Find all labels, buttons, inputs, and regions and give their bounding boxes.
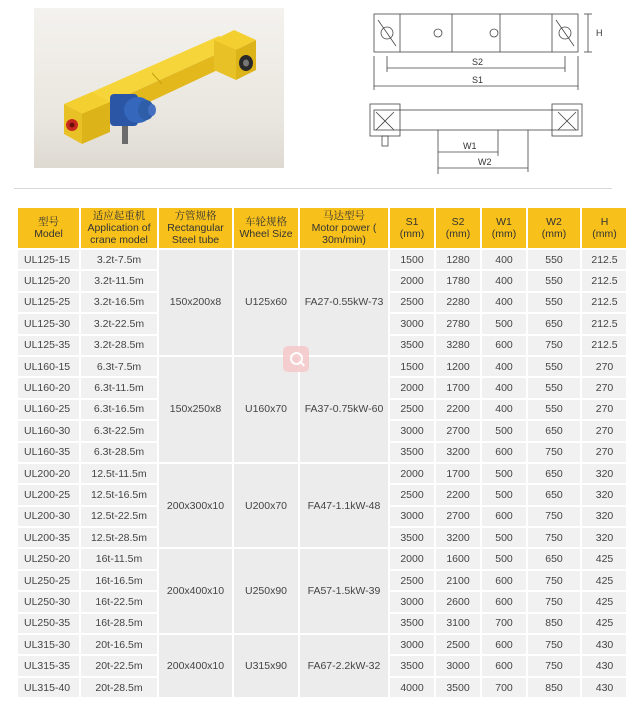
h-cell: 430 xyxy=(582,635,626,654)
model-cell: UL125-20 xyxy=(18,271,79,290)
model-cell: UL125-30 xyxy=(18,314,79,333)
model-cell: UL160-30 xyxy=(18,421,79,440)
s1-cell: 3500 xyxy=(390,528,434,547)
h-cell: 425 xyxy=(582,614,626,633)
h-cell: 270 xyxy=(582,378,626,397)
w1-cell: 400 xyxy=(482,293,526,312)
w1-cell: 700 xyxy=(482,678,526,697)
s2-cell: 2600 xyxy=(436,592,480,611)
header-s1: S1 (mm) xyxy=(390,208,434,248)
w2-cell: 550 xyxy=(528,271,580,290)
table-row xyxy=(18,464,626,483)
w2-cell: 750 xyxy=(528,336,580,355)
h-cell: 430 xyxy=(582,678,626,697)
w2-cell: 550 xyxy=(528,378,580,397)
w2-cell: 750 xyxy=(528,592,580,611)
s2-cell: 2200 xyxy=(436,485,480,504)
h-cell: 212.5 xyxy=(582,250,626,269)
s2-cell: 3500 xyxy=(436,678,480,697)
s1-cell: 2000 xyxy=(390,378,434,397)
s2-cell: 2500 xyxy=(436,635,480,654)
h-cell: 425 xyxy=(582,592,626,611)
application-cell: 6.3t-11.5m xyxy=(81,378,157,397)
divider xyxy=(14,188,612,189)
dim-label-h: H xyxy=(596,28,603,38)
s1-cell: 2500 xyxy=(390,571,434,590)
h-cell: 425 xyxy=(582,549,626,568)
s1-cell: 3500 xyxy=(390,656,434,675)
s1-cell: 4000 xyxy=(390,678,434,697)
application-cell: 3.2t-7.5m xyxy=(81,250,157,269)
w1-cell: 400 xyxy=(482,271,526,290)
s2-cell: 2700 xyxy=(436,421,480,440)
s2-cell: 2100 xyxy=(436,571,480,590)
application-cell: 6.3t-7.5m xyxy=(81,357,157,376)
table-row xyxy=(18,357,626,376)
table-header-row xyxy=(18,208,626,248)
model-cell: UL200-35 xyxy=(18,528,79,547)
w1-cell: 700 xyxy=(482,614,526,633)
model-cell: UL125-25 xyxy=(18,293,79,312)
w1-cell: 600 xyxy=(482,507,526,526)
s1-cell: 3500 xyxy=(390,336,434,355)
model-cell: UL250-20 xyxy=(18,549,79,568)
model-cell: UL160-15 xyxy=(18,357,79,376)
header-model: 型号 Model xyxy=(18,208,79,248)
w2-cell: 650 xyxy=(528,314,580,333)
wheel-cell: U315x90 xyxy=(234,635,298,697)
table-body xyxy=(18,250,626,697)
s1-cell: 2500 xyxy=(390,485,434,504)
w2-cell: 550 xyxy=(528,250,580,269)
h-cell: 320 xyxy=(582,464,626,483)
model-cell: UL315-40 xyxy=(18,678,79,697)
s2-cell: 1280 xyxy=(436,250,480,269)
s2-cell: 2200 xyxy=(436,400,480,419)
header-motor: 马达型号 Motor power ( 30m/min) xyxy=(300,208,388,248)
header-tube: 方管规格 Rectangular Steel tube xyxy=(159,208,232,248)
table-row xyxy=(18,549,626,568)
h-cell: 425 xyxy=(582,571,626,590)
s1-cell: 2500 xyxy=(390,400,434,419)
model-cell: UL160-35 xyxy=(18,443,79,462)
application-cell: 3.2t-28.5m xyxy=(81,336,157,355)
model-cell: UL250-35 xyxy=(18,614,79,633)
h-cell: 430 xyxy=(582,656,626,675)
s2-cell: 3100 xyxy=(436,614,480,633)
wheel-cell: U250x90 xyxy=(234,549,298,633)
model-cell: UL160-25 xyxy=(18,400,79,419)
dim-label-s1: S1 xyxy=(472,75,484,85)
motor-cell: FA57-1.5kW-39 xyxy=(300,549,388,633)
wheel-cell: U160x70 xyxy=(234,357,298,462)
model-cell: UL125-35 xyxy=(18,336,79,355)
technical-drawing xyxy=(352,6,614,174)
h-cell: 212.5 xyxy=(582,271,626,290)
h-cell: 320 xyxy=(582,507,626,526)
s1-cell: 3000 xyxy=(390,314,434,333)
s1-cell: 3500 xyxy=(390,443,434,462)
w2-cell: 750 xyxy=(528,443,580,462)
s2-cell: 2700 xyxy=(436,507,480,526)
application-cell: 6.3t-22.5m xyxy=(81,421,157,440)
product-photo xyxy=(34,8,284,168)
tube-cell: 200x400x10 xyxy=(159,635,232,697)
application-cell: 3.2t-11.5m xyxy=(81,271,157,290)
s1-cell: 3500 xyxy=(390,614,434,633)
h-cell: 320 xyxy=(582,528,626,547)
tube-cell: 200x300x10 xyxy=(159,464,232,548)
application-cell: 12.5t-22.5m xyxy=(81,507,157,526)
w1-cell: 600 xyxy=(482,656,526,675)
spec-table xyxy=(16,206,626,699)
s2-cell: 2280 xyxy=(436,293,480,312)
application-cell: 12.5t-28.5m xyxy=(81,528,157,547)
w1-cell: 500 xyxy=(482,421,526,440)
w2-cell: 550 xyxy=(528,357,580,376)
h-cell: 212.5 xyxy=(582,336,626,355)
h-cell: 212.5 xyxy=(582,314,626,333)
search-watermark-icon xyxy=(283,346,309,372)
model-cell: UL200-30 xyxy=(18,507,79,526)
s1-cell: 3000 xyxy=(390,421,434,440)
model-cell: UL125-15 xyxy=(18,250,79,269)
table-row xyxy=(18,250,626,269)
application-cell: 6.3t-16.5m xyxy=(81,400,157,419)
wheel-cell: U200x70 xyxy=(234,464,298,548)
motor-cell: FA37-0.75kW-60 xyxy=(300,357,388,462)
w1-cell: 600 xyxy=(482,443,526,462)
s1-cell: 3000 xyxy=(390,507,434,526)
application-cell: 20t-16.5m xyxy=(81,635,157,654)
h-cell: 270 xyxy=(582,357,626,376)
motor-cell: FA27-0.55kW-73 xyxy=(300,250,388,355)
w2-cell: 650 xyxy=(528,549,580,568)
w2-cell: 850 xyxy=(528,678,580,697)
w2-cell: 750 xyxy=(528,571,580,590)
dim-label-w2: W2 xyxy=(478,157,492,167)
w1-cell: 600 xyxy=(482,336,526,355)
w1-cell: 400 xyxy=(482,250,526,269)
w1-cell: 500 xyxy=(482,549,526,568)
s2-cell: 1780 xyxy=(436,271,480,290)
s2-cell: 1700 xyxy=(436,378,480,397)
w2-cell: 750 xyxy=(528,507,580,526)
wheel-cell: U125x60 xyxy=(234,250,298,355)
model-cell: UL200-20 xyxy=(18,464,79,483)
s2-cell: 2780 xyxy=(436,314,480,333)
application-cell: 16t-11.5m xyxy=(81,549,157,568)
header-h: H (mm) xyxy=(582,208,626,248)
header-wheel: 车轮规格 Wheel Size xyxy=(234,208,298,248)
model-cell: UL200-25 xyxy=(18,485,79,504)
s2-cell: 1700 xyxy=(436,464,480,483)
tube-cell: 150x200x8 xyxy=(159,250,232,355)
s1-cell: 2000 xyxy=(390,464,434,483)
w1-cell: 500 xyxy=(482,528,526,547)
w2-cell: 850 xyxy=(528,614,580,633)
s1-cell: 2000 xyxy=(390,549,434,568)
application-cell: 16t-16.5m xyxy=(81,571,157,590)
model-cell: UL250-25 xyxy=(18,571,79,590)
dimension-drawing xyxy=(352,6,614,174)
s1-cell: 2500 xyxy=(390,293,434,312)
w1-cell: 600 xyxy=(482,571,526,590)
application-cell: 12.5t-11.5m xyxy=(81,464,157,483)
w2-cell: 750 xyxy=(528,528,580,547)
end-carriage-illustration xyxy=(34,8,284,168)
application-cell: 3.2t-16.5m xyxy=(81,293,157,312)
application-cell: 20t-22.5m xyxy=(81,656,157,675)
application-cell: 16t-28.5m xyxy=(81,614,157,633)
application-cell: 12.5t-16.5m xyxy=(81,485,157,504)
h-cell: 270 xyxy=(582,421,626,440)
tube-cell: 200x400x10 xyxy=(159,549,232,633)
application-cell: 16t-22.5m xyxy=(81,592,157,611)
s1-cell: 2000 xyxy=(390,271,434,290)
table-row xyxy=(18,635,626,654)
w2-cell: 750 xyxy=(528,635,580,654)
w1-cell: 400 xyxy=(482,400,526,419)
w1-cell: 500 xyxy=(482,314,526,333)
w2-cell: 550 xyxy=(528,400,580,419)
application-cell: 3.2t-22.5m xyxy=(81,314,157,333)
motor-cell: FA47-1.1kW-48 xyxy=(300,464,388,548)
s1-cell: 3000 xyxy=(390,592,434,611)
w1-cell: 600 xyxy=(482,635,526,654)
w1-cell: 500 xyxy=(482,485,526,504)
model-cell: UL160-20 xyxy=(18,378,79,397)
s1-cell: 1500 xyxy=(390,357,434,376)
w1-cell: 400 xyxy=(482,378,526,397)
s2-cell: 3200 xyxy=(436,528,480,547)
s2-cell: 3280 xyxy=(436,336,480,355)
model-cell: UL315-35 xyxy=(18,656,79,675)
w1-cell: 500 xyxy=(482,464,526,483)
dim-label-w1: W1 xyxy=(463,141,477,151)
header-w1: W1 (mm) xyxy=(482,208,526,248)
application-cell: 6.3t-28.5m xyxy=(81,443,157,462)
h-cell: 270 xyxy=(582,400,626,419)
header-s2: S2 (mm) xyxy=(436,208,480,248)
model-cell: UL250-30 xyxy=(18,592,79,611)
s2-cell: 3200 xyxy=(436,443,480,462)
s2-cell: 3000 xyxy=(436,656,480,675)
model-cell: UL315-30 xyxy=(18,635,79,654)
s2-cell: 1600 xyxy=(436,549,480,568)
h-cell: 320 xyxy=(582,485,626,504)
w2-cell: 650 xyxy=(528,485,580,504)
w2-cell: 750 xyxy=(528,656,580,675)
w2-cell: 650 xyxy=(528,421,580,440)
w2-cell: 550 xyxy=(528,293,580,312)
w1-cell: 400 xyxy=(482,357,526,376)
dim-label-s2: S2 xyxy=(472,57,484,67)
header-w2: W2 (mm) xyxy=(528,208,580,248)
w1-cell: 600 xyxy=(482,592,526,611)
h-cell: 270 xyxy=(582,443,626,462)
tube-cell: 150x250x8 xyxy=(159,357,232,462)
application-cell: 20t-28.5m xyxy=(81,678,157,697)
s1-cell: 3000 xyxy=(390,635,434,654)
motor-cell: FA67-2.2kW-32 xyxy=(300,635,388,697)
h-cell: 212.5 xyxy=(582,293,626,312)
s2-cell: 1200 xyxy=(436,357,480,376)
w2-cell: 650 xyxy=(528,464,580,483)
s1-cell: 1500 xyxy=(390,250,434,269)
header-application: 适应起重机 Application of crane model xyxy=(81,208,157,248)
